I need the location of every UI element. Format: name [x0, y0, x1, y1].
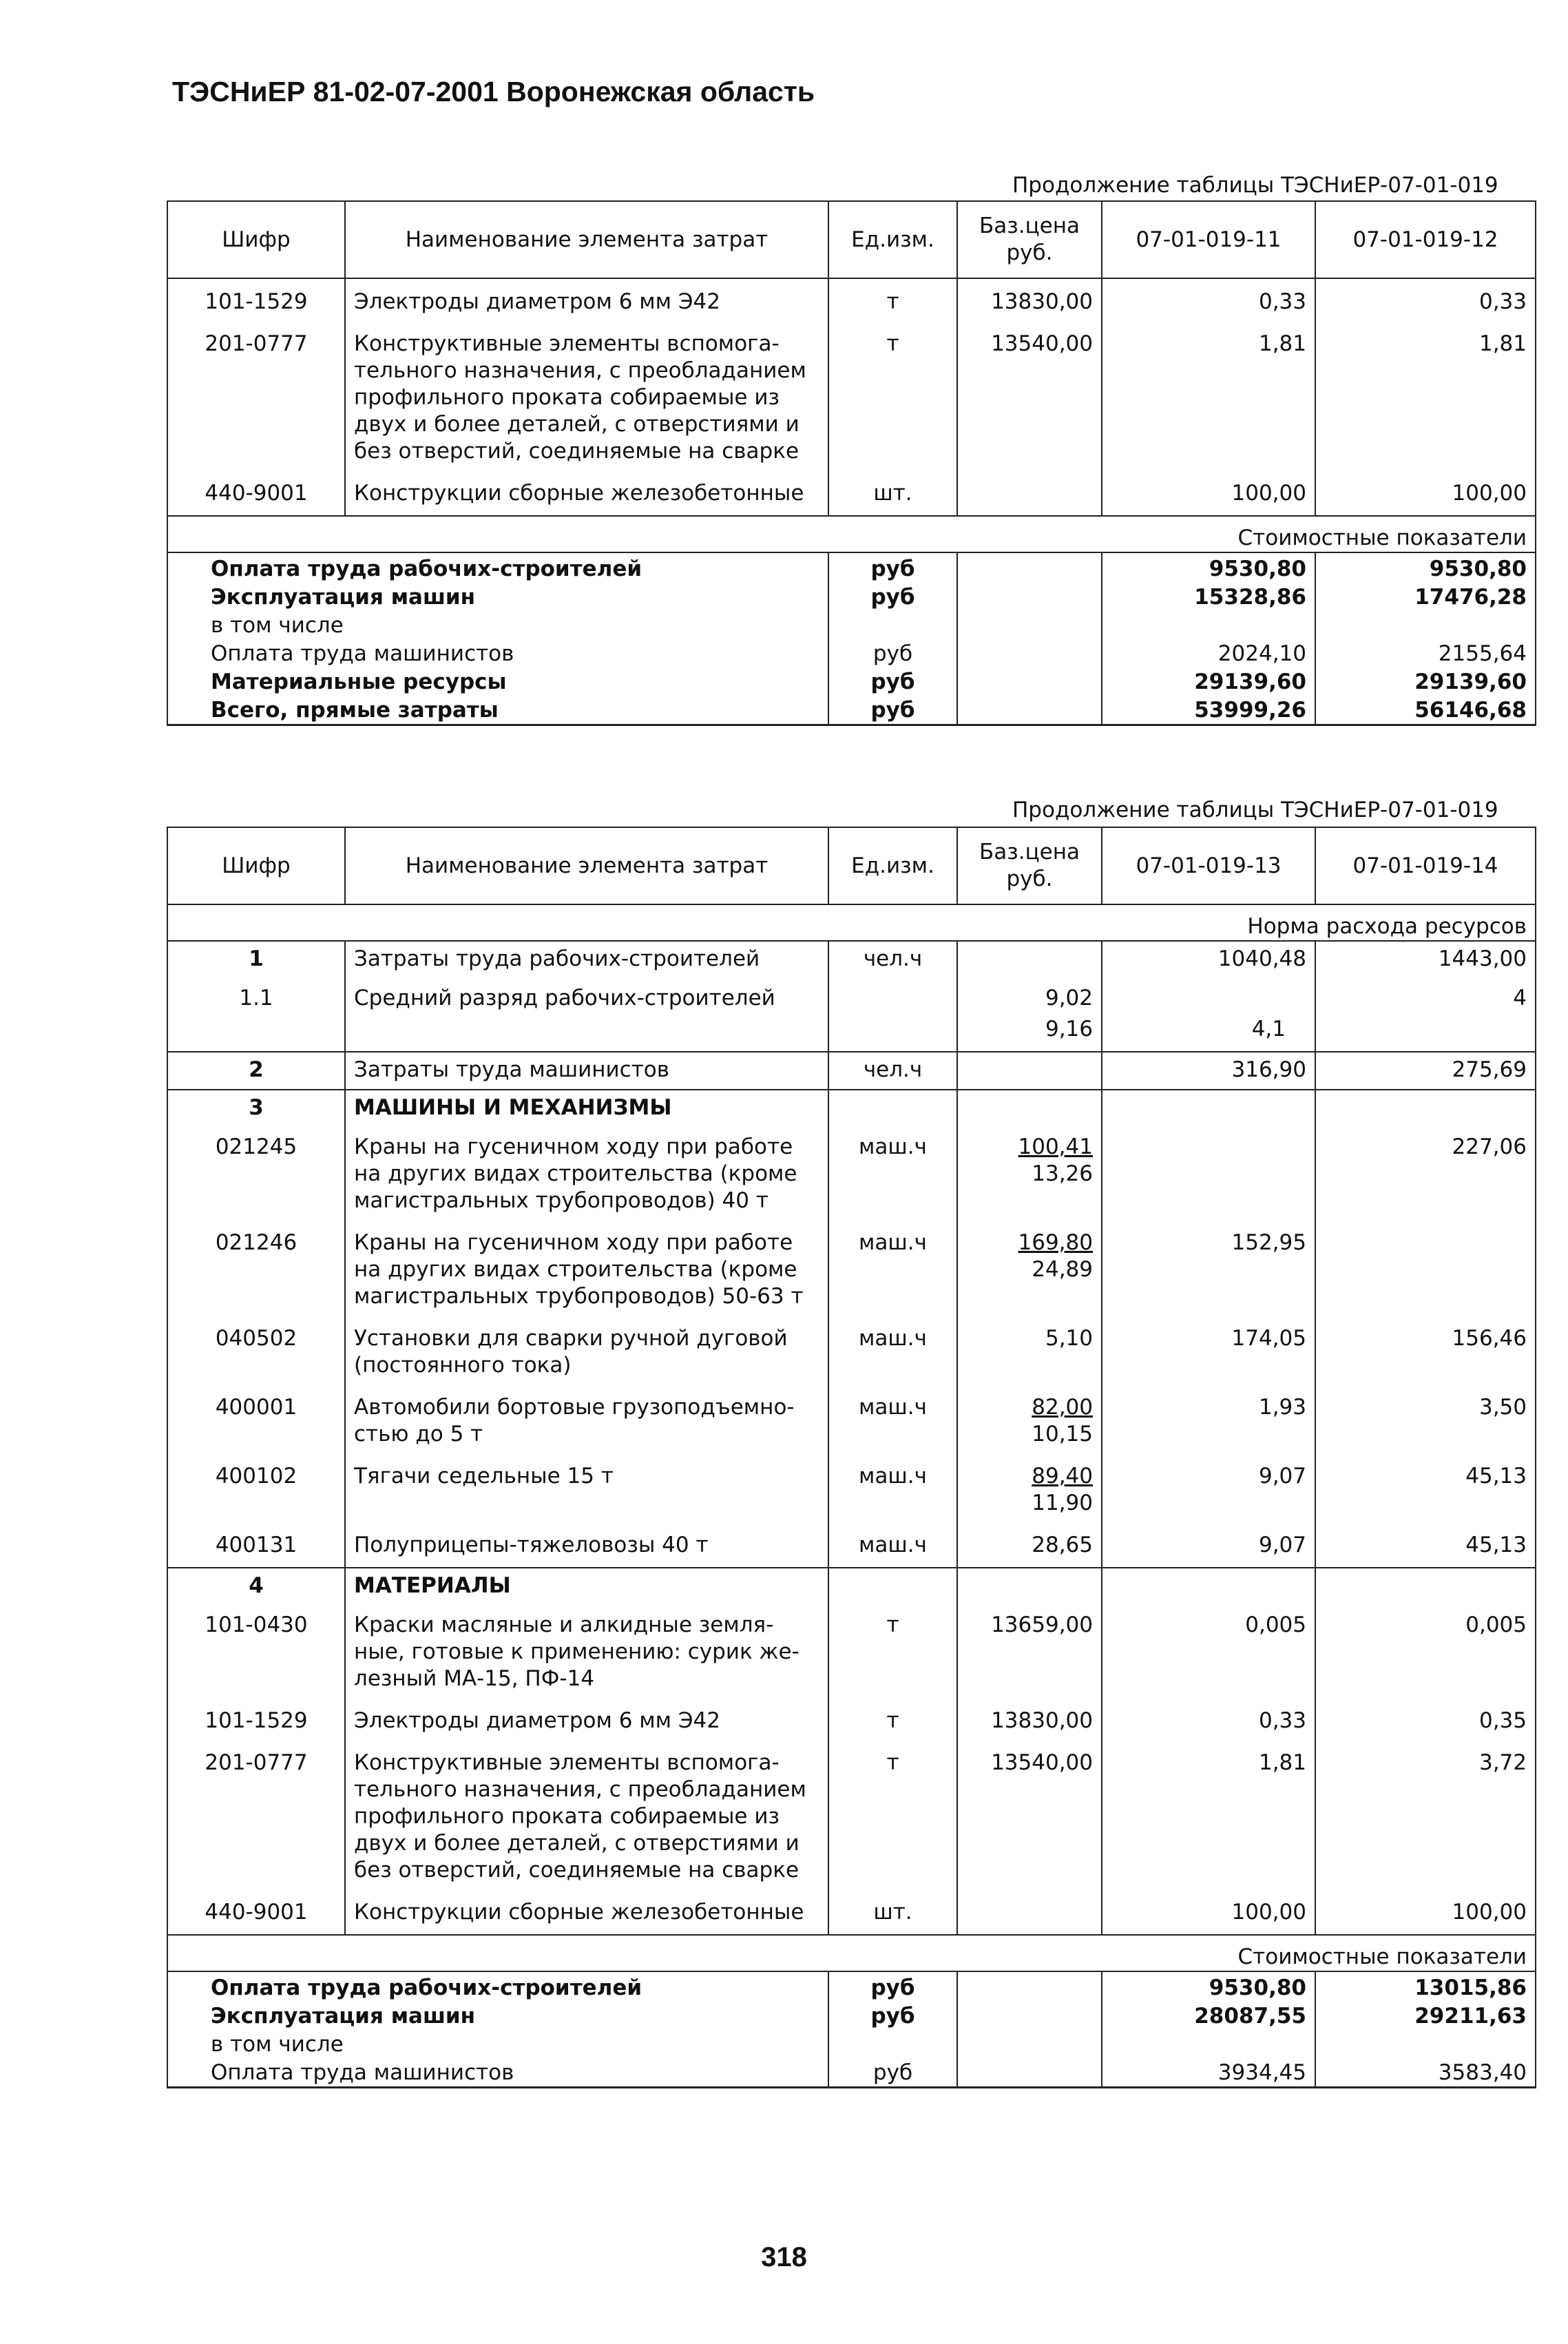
cell-price	[957, 1223, 1102, 1318]
cell-b: 0,33	[1315, 278, 1536, 324]
value-a: 4,1	[1251, 1017, 1286, 1041]
cell-unit: т	[828, 1743, 957, 1892]
cell-unit: чел.ч	[828, 1052, 957, 1090]
cell-price: 13830,00	[957, 1701, 1102, 1743]
cost-unit: руб	[828, 2058, 957, 2088]
cost-label: Оплата труда машинистов	[167, 639, 828, 667]
cell-a: 0,33	[1102, 278, 1315, 324]
col-header-price	[957, 827, 1102, 904]
cell-b: 4	[1315, 978, 1536, 1052]
cost-unit: руб	[828, 583, 957, 611]
cell-price	[957, 473, 1102, 516]
cell-b: 1443,00	[1315, 941, 1536, 978]
cell-unit: маш.ч	[828, 1127, 957, 1223]
section-title: МАТЕРИАЛЫ	[345, 1568, 828, 1605]
cell-price: 13830,00	[957, 278, 1102, 324]
price-value: 24,89	[1032, 1257, 1093, 1282]
cell-code: 440-9001	[167, 473, 345, 516]
col-header-price	[957, 201, 1102, 278]
table-row	[167, 1387, 1536, 1456]
table-row	[167, 324, 1536, 473]
cell-b: 156,46	[1315, 1318, 1536, 1387]
table-row	[167, 978, 1536, 1052]
cost-a: 9530,80	[1102, 552, 1315, 583]
cell-code: 2	[167, 1052, 345, 1090]
price-value: 100,41	[1018, 1134, 1093, 1159]
cost-row	[167, 696, 1536, 725]
cost-label: в том числе	[167, 2030, 828, 2058]
price-value: 89,40	[1032, 1464, 1093, 1489]
cell-b: 100,00	[1315, 1892, 1536, 1935]
cell-price	[957, 1892, 1102, 1935]
cell-price	[957, 1387, 1102, 1456]
col-header-b: 07-01-019-12	[1315, 201, 1536, 278]
col-header-code: Шифр	[167, 827, 345, 904]
cell-code: 101-0430	[167, 1605, 345, 1701]
cost-unit: руб	[828, 2002, 957, 2030]
cell-name: Конструкции сборные железобетонные	[345, 1892, 828, 1935]
cell-a: 316,90	[1102, 1052, 1315, 1090]
cell-name: Краны на гусеничном ходу при работе на других видах строительства (кроме магистральных трубопроводов) 50-63 т	[345, 1223, 828, 1318]
cost-b: 29211,63	[1315, 2002, 1536, 2030]
cell-price	[957, 1456, 1102, 1525]
cell-unit: маш.ч	[828, 1387, 957, 1456]
table-row	[167, 1525, 1536, 1568]
cost-row	[167, 552, 1536, 583]
cell-name: Затраты труда рабочих-строителей	[345, 941, 828, 978]
section-row	[167, 1090, 1536, 1127]
table-row	[167, 1127, 1536, 1223]
cell-unit: маш.ч	[828, 1223, 957, 1318]
cell-a: 1,81	[1102, 324, 1315, 473]
cell-code: 4	[167, 1568, 345, 1605]
cost-banner: Стоимостные показатели	[1102, 1935, 1536, 1971]
cell-code: 201-0777	[167, 1743, 345, 1892]
page-number: 318	[761, 2242, 807, 2272]
cell-unit: шт.	[828, 1892, 957, 1935]
table-row	[167, 1892, 1536, 1935]
cost-unit: руб	[828, 639, 957, 667]
price-value: 82,00	[1032, 1395, 1093, 1420]
cell-b: 227,06	[1315, 1127, 1536, 1223]
cell-price: 13659,00	[957, 1605, 1102, 1701]
cell-b	[1315, 1223, 1536, 1318]
cell-b: 0,35	[1315, 1701, 1536, 1743]
cell-code: 400102	[167, 1456, 345, 1525]
cost-b: 56146,68	[1315, 696, 1536, 725]
cost-label: в том числе	[167, 611, 828, 639]
cost-a: 15328,86	[1102, 583, 1315, 611]
cell-a: 100,00	[1102, 1892, 1315, 1935]
cell-a: 1,93	[1102, 1387, 1315, 1456]
table-row	[167, 1223, 1536, 1318]
cost-label: Всего, прямые затраты	[167, 696, 828, 725]
cell-unit: маш.ч	[828, 1525, 957, 1568]
cell-name: Полуприцепы-тяжеловозы 40 т	[345, 1525, 828, 1568]
cost-banner-row	[167, 516, 1536, 552]
cell-a: 9,07	[1102, 1525, 1315, 1568]
cell-name: Автомобили бортовые грузоподъемно-стью до 5 т	[345, 1387, 828, 1456]
cell-unit: т	[828, 278, 957, 324]
cell-code: 040502	[167, 1318, 345, 1387]
cell-b: 0,005	[1315, 1605, 1536, 1701]
price-unit-label: руб.	[1006, 867, 1053, 891]
cell-code: 021245	[167, 1127, 345, 1223]
cell-code: 1	[167, 941, 345, 978]
cell-a: 100,00	[1102, 473, 1315, 516]
col-header-name: Наименование элемента затрат	[345, 201, 828, 278]
cost-banner-row	[167, 1935, 1536, 1971]
cell-b: 1,81	[1315, 324, 1536, 473]
cost-label: Оплата труда рабочих-строителей	[167, 552, 828, 583]
col-header-code: Шифр	[167, 201, 345, 278]
section-title: МАШИНЫ И МЕХАНИЗМЫ	[345, 1090, 828, 1127]
col-header-b: 07-01-019-14	[1315, 827, 1536, 904]
cell-unit: шт.	[828, 473, 957, 516]
cell-b: 275,69	[1315, 1052, 1536, 1090]
norm-banner: Норма расхода ресурсов	[1102, 904, 1536, 941]
cost-b: 2155,64	[1315, 639, 1536, 667]
table-header-row	[167, 201, 1536, 278]
table-row	[167, 1456, 1536, 1525]
cell-unit: т	[828, 1701, 957, 1743]
cell-name: Затраты труда машинистов	[345, 1052, 828, 1090]
col-header-a: 07-01-019-13	[1102, 827, 1315, 904]
cost-row	[167, 611, 1536, 639]
table-row	[167, 473, 1536, 516]
cell-unit: т	[828, 1605, 957, 1701]
cell-unit: чел.ч	[828, 941, 957, 978]
cell-price: 5,10	[957, 1318, 1102, 1387]
cell-a: 152,95	[1102, 1223, 1315, 1318]
cell-price	[957, 1127, 1102, 1223]
cell-code: 400131	[167, 1525, 345, 1568]
cost-row	[167, 639, 1536, 667]
cost-b: 13015,86	[1315, 1971, 1536, 2002]
cell-unit: т	[828, 324, 957, 473]
cell-unit: маш.ч	[828, 1456, 957, 1525]
cell-code: 101-1529	[167, 278, 345, 324]
cell-price: 13540,00	[957, 1743, 1102, 1892]
cost-label: Оплата труда рабочих-строителей	[167, 1971, 828, 2002]
cell-code: 440-9001	[167, 1892, 345, 1935]
price-value: 11,90	[1032, 1491, 1093, 1515]
cell-name: Конструктивные элементы вспомога-тельного назначения, с преобладанием профильного проката собираемые из двух и более деталей, с отверстиями и без отверстий, соединяемые на сварке	[345, 324, 828, 473]
cost-banner: Стоимостные показатели	[1102, 516, 1536, 552]
price-value: 9,02	[1045, 986, 1093, 1010]
cell-b: 45,13	[1315, 1525, 1536, 1568]
cost-a: 2024,10	[1102, 639, 1315, 667]
cell-code: 400001	[167, 1387, 345, 1456]
cost-row	[167, 2058, 1536, 2088]
cost-a: 29139,60	[1102, 667, 1315, 696]
cell-code: 3	[167, 1090, 345, 1127]
cell-a	[1102, 1127, 1315, 1223]
cost-unit: руб	[828, 1971, 957, 2002]
price-label: Баз.цена	[979, 214, 1080, 238]
price-value: 169,80	[1018, 1230, 1093, 1255]
price-unit-label: руб.	[1006, 240, 1053, 265]
table-row	[167, 1052, 1536, 1090]
section-row	[167, 1568, 1536, 1605]
cost-row	[167, 1971, 1536, 2002]
col-header-unit: Ед.изм.	[828, 201, 957, 278]
cell-name: Тягачи седельные 15 т	[345, 1456, 828, 1525]
cell-code: 201-0777	[167, 324, 345, 473]
cost-unit: руб	[828, 667, 957, 696]
cell-price: 28,65	[957, 1525, 1102, 1568]
cell-code: 021246	[167, 1223, 345, 1318]
cell-name: Краны на гусеничном ходу при работе на других видах строительства (кроме магистральных трубопроводов) 40 т	[345, 1127, 828, 1223]
cell-b: 45,13	[1315, 1456, 1536, 1525]
cost-row	[167, 583, 1536, 611]
cell-b: 3,50	[1315, 1387, 1536, 1456]
cost-b: 3583,40	[1315, 2058, 1536, 2088]
cost-unit: руб	[828, 552, 957, 583]
cost-a: 3934,45	[1102, 2058, 1315, 2088]
table-caption: Продолжение таблицы ТЭСНиЕР-07-01-019	[1012, 173, 1498, 198]
cell-name: Электроды диаметром 6 мм Э42	[345, 1701, 828, 1743]
table-row	[167, 1743, 1536, 1892]
cell-name: Установки для сварки ручной дуговой (постоянного тока)	[345, 1318, 828, 1387]
cost-row	[167, 2030, 1536, 2058]
price-value: 10,15	[1032, 1422, 1093, 1446]
table-row	[167, 1318, 1536, 1387]
cell-code: 1.1	[167, 978, 345, 1052]
cost-b: 17476,28	[1315, 583, 1536, 611]
cell-b: 100,00	[1315, 473, 1536, 516]
col-header-name: Наименование элемента затрат	[345, 827, 828, 904]
cell-name: Конструкции сборные железобетонные	[345, 473, 828, 516]
cost-a: 28087,55	[1102, 2002, 1315, 2030]
document-title: ТЭСНиЕР 81-02-07-2001 Воронежская область	[172, 76, 815, 107]
cost-unit: руб	[828, 696, 957, 725]
table-row	[167, 1701, 1536, 1743]
cell-a	[1102, 978, 1315, 1052]
table-row	[167, 941, 1536, 978]
cost-label: Оплата труда машинистов	[167, 2058, 828, 2088]
norm-banner-row	[167, 904, 1536, 941]
cell-price: 13540,00	[957, 324, 1102, 473]
cell-name: Конструктивные элементы вспомога-тельного назначения, с преобладанием профильного проката собираемые из двух и более деталей, с отверстиями и без отверстий, соединяемые на сварке	[345, 1743, 828, 1892]
resource-table-1	[167, 200, 1536, 726]
cell-price	[957, 978, 1102, 1052]
cell-a: 1,81	[1102, 1743, 1315, 1892]
cost-label: Эксплуатация машин	[167, 2002, 828, 2030]
cell-name: Средний разряд рабочих-строителей	[345, 978, 828, 1052]
cell-a: 9,07	[1102, 1456, 1315, 1525]
resource-table-2	[167, 827, 1536, 2088]
table-caption: Продолжение таблицы ТЭСНиЕР-07-01-019	[1012, 798, 1498, 822]
cell-name: Краски масляные и алкидные земля-ные, готовые к применению: сурик же-лезный МА-15, ПФ-14	[345, 1605, 828, 1701]
cell-a: 0,005	[1102, 1605, 1315, 1701]
cell-a: 1040,48	[1102, 941, 1315, 978]
cell-name: Электроды диаметром 6 мм Э42	[345, 278, 828, 324]
cost-b: 9530,80	[1315, 552, 1536, 583]
cost-label: Материальные ресурсы	[167, 667, 828, 696]
cost-b: 29139,60	[1315, 667, 1536, 696]
cost-label: Эксплуатация машин	[167, 583, 828, 611]
cost-row	[167, 2002, 1536, 2030]
price-value: 9,16	[1045, 1017, 1093, 1041]
cost-a: 53999,26	[1102, 696, 1315, 725]
price-value: 13,26	[1032, 1161, 1093, 1186]
cell-code: 101-1529	[167, 1701, 345, 1743]
cell-unit: маш.ч	[828, 1318, 957, 1387]
table-row	[167, 278, 1536, 324]
cell-a: 0,33	[1102, 1701, 1315, 1743]
table-header-row	[167, 827, 1536, 904]
cost-row	[167, 667, 1536, 696]
cell-a: 174,05	[1102, 1318, 1315, 1387]
price-label: Баз.цена	[979, 840, 1080, 864]
cell-b: 3,72	[1315, 1743, 1536, 1892]
col-header-unit: Ед.изм.	[828, 827, 957, 904]
table-row	[167, 1605, 1536, 1701]
cost-a: 9530,80	[1102, 1971, 1315, 2002]
col-header-a: 07-01-019-11	[1102, 201, 1315, 278]
